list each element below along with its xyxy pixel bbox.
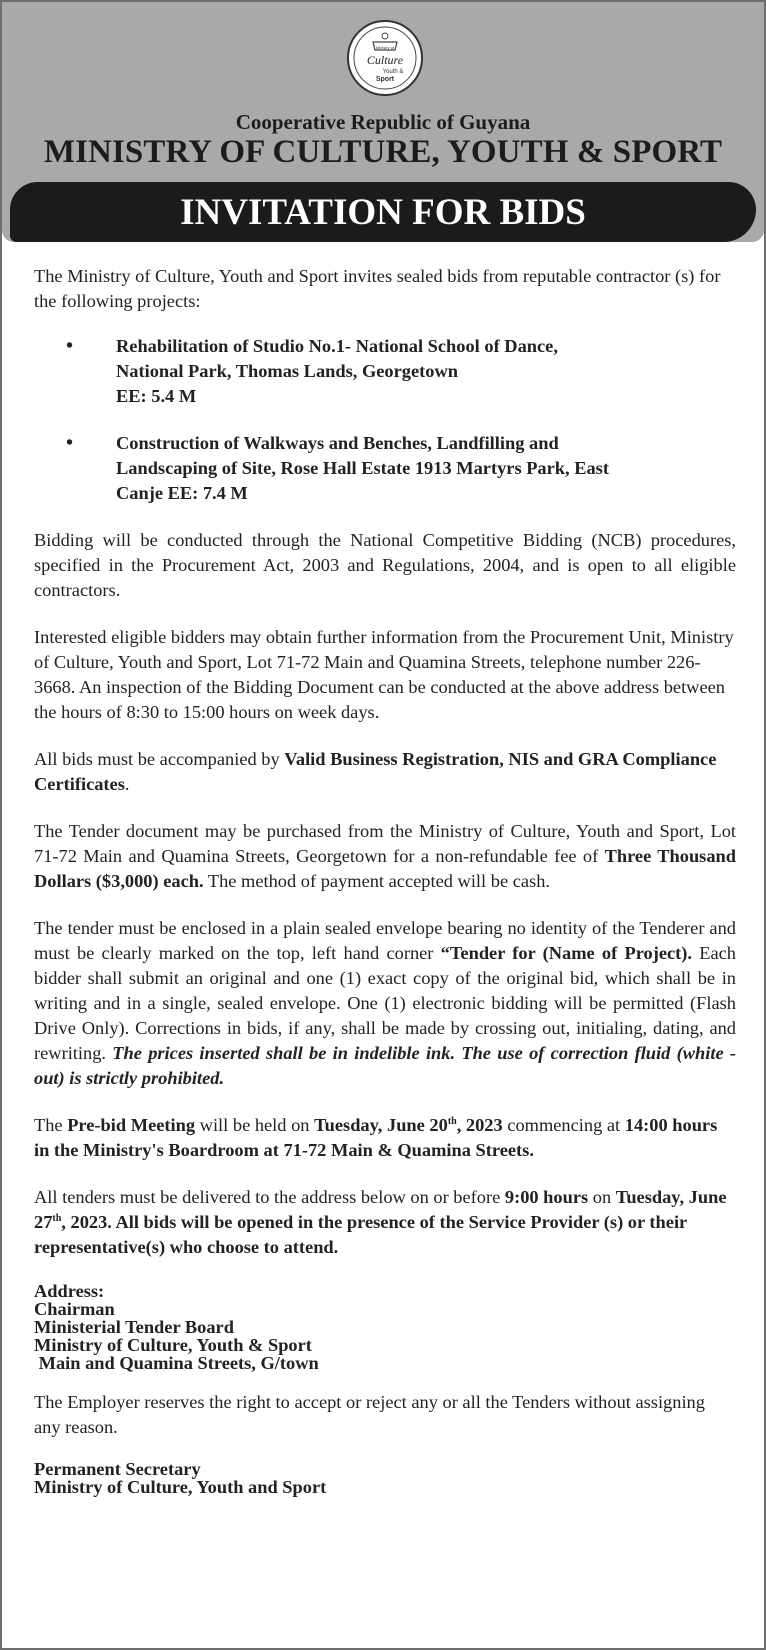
logo-line4: Sport <box>375 76 395 83</box>
text-span: The tender must be enclosed in a plain sealed envelope bearing no identity of the Tenderer and must be clearly marked on the top, left hand corner <box>34 918 736 963</box>
logo-line3: Youth & <box>382 69 404 75</box>
text-span: All tenders must be delivered to the address below on or before <box>34 1187 505 1207</box>
delivery-paragraph <box>34 1185 736 1260</box>
bold-text: 9:00 hours <box>504 1187 589 1207</box>
superscript: th <box>52 1212 62 1224</box>
text-span: will be held on <box>195 1115 315 1135</box>
logo-line1: Ministry of <box>375 45 395 50</box>
project-estimate: EE: 5.4 M <box>116 386 197 406</box>
text-span: commencing at <box>502 1115 625 1135</box>
reserve-paragraph: The Employer reserves the right to accept or reject any or all the Tenders without assigning any reason. <box>34 1392 705 1437</box>
signature-block <box>34 1460 736 1496</box>
bold-text: Three Thousand Dollars ($3,000) each. <box>34 846 736 891</box>
bullet-icon <box>66 431 73 456</box>
prebid-paragraph <box>34 1113 736 1163</box>
bold-text: “Tender for (Name of Project). <box>440 943 693 963</box>
text-span: Each bidder shall submit an original and one (1) exact copy of the original bid, which shall be in writing and in a single, sealed envelope. One (1) electronic bidding will be permitted (Flash Drive Only). Corrections in bids, if any, shall be made by crossing out, initialing, dating, and rewriting. <box>34 943 737 1063</box>
intro-paragraph: The Ministry of Culture, Youth and Sport invites sealed bids from reputable contractor (s) for the following projects: <box>34 266 721 311</box>
notice-body <box>34 264 736 1496</box>
address-block <box>34 1282 736 1372</box>
bold-text: , 2023 <box>456 1115 503 1135</box>
republic-title: Cooperative Republic of Guyana <box>235 110 531 134</box>
bidding-paragraph: Bidding will be conducted through the National Competitive Bidding (NCB) procedures, specified in the Procurement Act, 2003 and Regulations, 2004, and is open to all eligible contractors. <box>34 530 736 600</box>
project-item <box>34 431 736 506</box>
address-label: Address: <box>34 1281 105 1301</box>
bold-text: 14:00 hours in the Ministry's Boardroom at 71-72 Main & Quamina Streets. <box>34 1115 718 1160</box>
tender-doc-paragraph <box>34 819 736 894</box>
text-span: on <box>588 1187 616 1207</box>
address-line: Main and Quamina Streets, G/town <box>34 1353 319 1373</box>
text-span: . <box>124 774 130 794</box>
bold-text: Pre-bid Meeting <box>67 1115 196 1135</box>
text-span: The Tender document may be purchased from the Ministry of Culture, Youth and Sport, Lot 71-72 Main and Quamina Streets, Georgetown for a non-refundable fee of <box>34 821 736 866</box>
envelope-paragraph <box>34 916 736 1091</box>
bold-text: Valid Business Registration, NIS and GRA Compliance Certificates <box>34 749 717 794</box>
accompany-paragraph <box>34 747 736 797</box>
signature-org: Ministry of Culture, Youth and Sport <box>34 1477 327 1497</box>
bold-text: , 2023. All bids will be opened in the presence of the Service Provider (s) or their representative(s) who choose to attend. <box>34 1212 687 1257</box>
invitation-banner: INVITATION FOR BIDS <box>10 182 756 242</box>
text-span: The method of payment accepted will be cash. <box>203 871 550 891</box>
logo-line2: Culture <box>366 53 404 67</box>
ministry-title: MINISTRY OF CULTURE, YOUTH & SPORT <box>43 134 723 170</box>
project-item <box>34 334 736 409</box>
address-line: Ministry of Culture, Youth & Sport <box>34 1335 312 1355</box>
signature-title: Permanent Secretary <box>34 1459 201 1479</box>
superscript: th <box>447 1115 457 1127</box>
address-line: Ministerial Tender Board <box>34 1317 234 1337</box>
bold-italic-text: The prices inserted shall be in indelible ink. The use of correction fluid (white -out) is strictly prohibited. <box>34 1043 737 1088</box>
bold-text: Tuesday, June 27 <box>34 1187 727 1232</box>
ministry-logo <box>347 20 423 96</box>
text-span: The <box>34 1115 68 1135</box>
address-line: Chairman <box>34 1299 115 1319</box>
header <box>2 2 764 242</box>
project-estimate: Canje EE: 7.4 M <box>116 483 248 503</box>
project-line: Landscaping of Site, Rose Hall Estate 1913 Martyrs Park, East <box>116 458 609 478</box>
info-paragraph: Interested eligible bidders may obtain further information from the Procurement Unit, Ministry of Culture, Youth and Sport, Lot 71-72 Main and Quamina Streets, telephone number 226-3668. An inspection of the Bidding Document can be conducted at the above address between the hours of 8:30 to 15:00 hours on week days. <box>34 627 734 722</box>
text-span: All bids must be accompanied by <box>34 749 285 769</box>
project-line: Rehabilitation of Studio No.1- National School of Dance, <box>116 336 558 356</box>
project-list <box>34 334 736 506</box>
project-line: Construction of Walkways and Benches, Landfilling and <box>116 433 559 453</box>
project-line: National Park, Thomas Lands, Georgetown <box>116 361 458 381</box>
bold-text: Tuesday, June 20 <box>314 1115 448 1135</box>
bullet-icon <box>66 334 73 359</box>
